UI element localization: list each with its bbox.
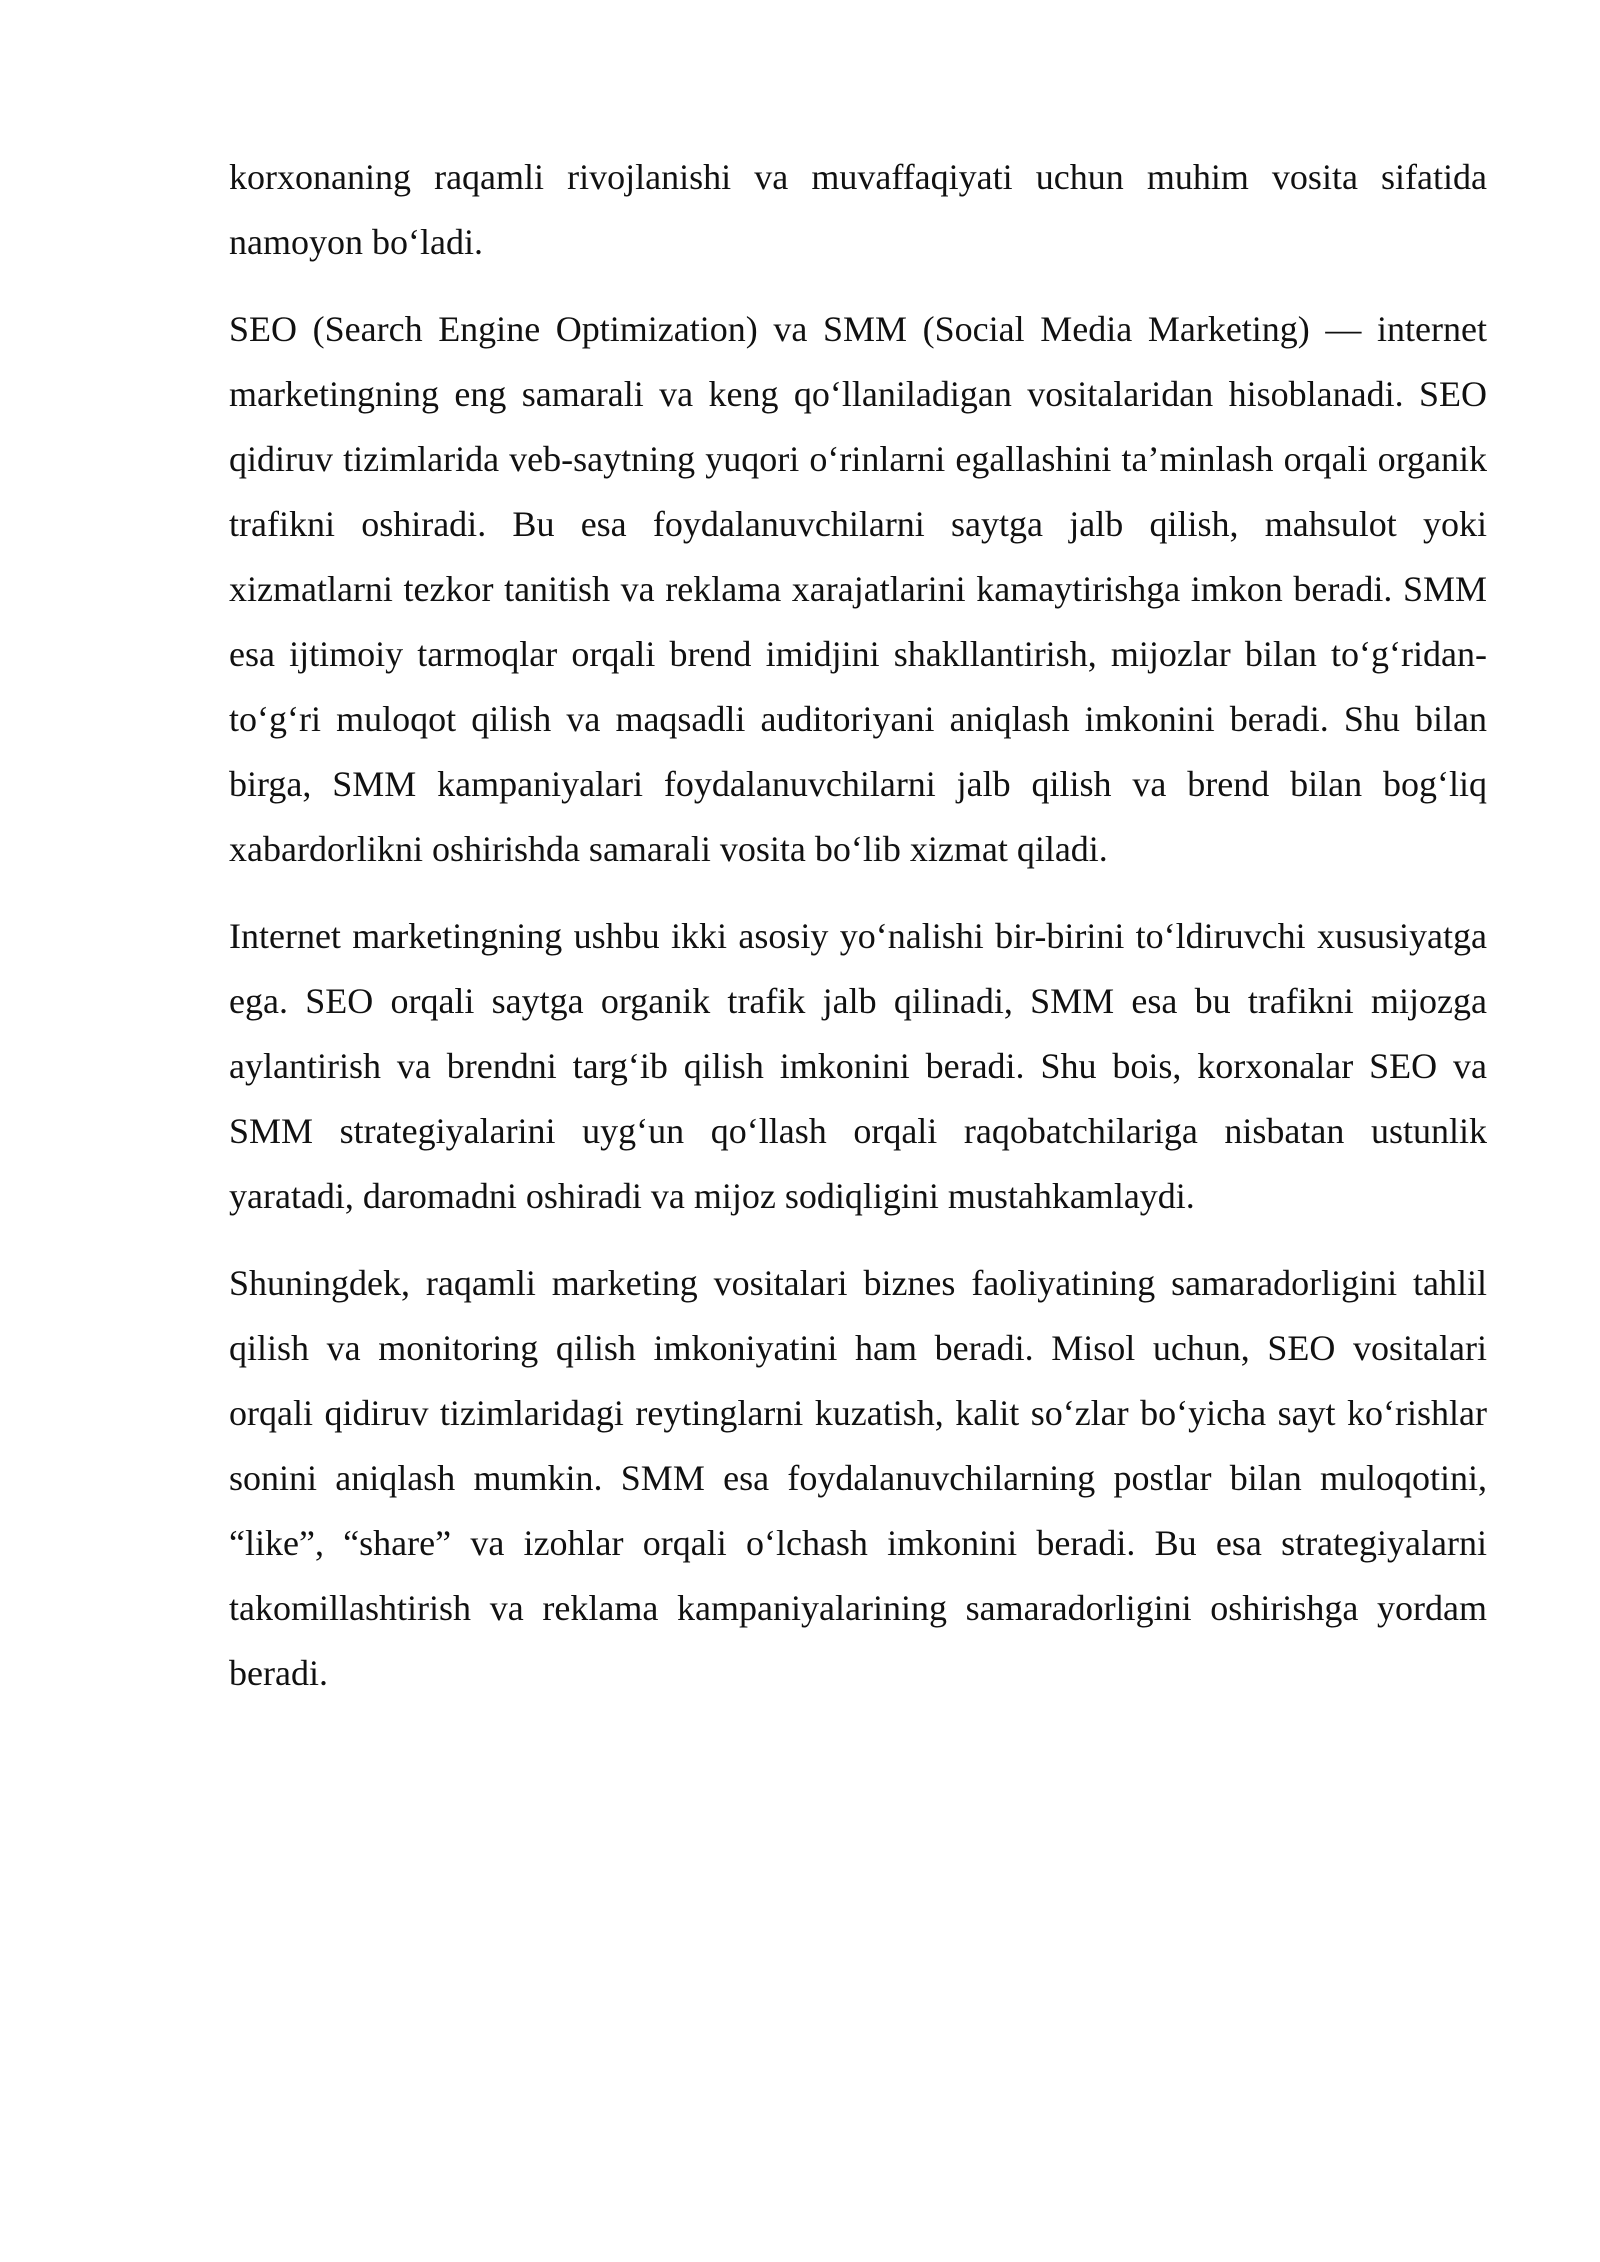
document-body: [229, 145, 1487, 1728]
paragraph-seo-smm-overview: SEO (Search Engine Optimization) va SMM (Social Media Marketing) — internet marketingning eng samarali va keng qo‘llaniladigan vositalaridan hisoblanadi. SEO qidiruv tizimlarida veb-saytning yuqori o‘rinlarni egallashini ta’minlash orqali organik trafikni oshiradi. Bu esa foydalanuvchilarni saytga jalb qilish, mahsulot yoki xizmatlarni tezkor tanitish va reklama xarajatlarini kamaytirishga imkon beradi. SMM esa ijtimoiy tarmoqlar orqali brend imidjini shakllantirish, mijozlar bilan to‘g‘ridan-to‘g‘ri muloqot qilish va maqsadli auditoriyani aniqlash imkonini beradi. Shu bilan birga, SMM kampaniyalari foydalanuvchilarni jalb qilish va brend bilan bog‘liq xabardorlikni oshirishda samarali vosita bo‘lib xizmat qiladi.: [229, 309, 1487, 869]
paragraph-continuation: korxonaning raqamli rivojlanishi va muvaffaqiyati uchun muhim vosita sifatida namoyon bo‘ladi.: [229, 157, 1487, 262]
paragraph-complementary-directions: Internet marketingning ushbu ikki asosiy yo‘nalishi bir-birini to‘ldiruvchi xususiyatga ega. SEO orqali saytga organik trafik jalb qilinadi, SMM esa bu trafikni mijozga aylantirish va brendni targ‘ib qilish imkonini beradi. Shu bois, korxonalar SEO va SMM strategiyalarini uyg‘un qo‘llash orqali raqobatchilariga nisbatan ustunlik yaratadi, daromadni oshiradi va mijoz sodiqligini mustahkamlaydi.: [229, 916, 1487, 1216]
paragraph-analytics-monitoring: Shuningdek, raqamli marketing vositalari biznes faoliyatining samaradorligini tahlil qilish va monitoring qilish imkoniyatini ham beradi. Misol uchun, SEO vositalari orqali qidiruv tizimlaridagi reytinglarni kuzatish, kalit so‘zlar bo‘yicha sayt ko‘rishlar sonini aniqlash mumkin. SMM esa foydalanuvchilarning postlar bilan muloqotini, “like”, “share” va izohlar orqali o‘lchash imkonini beradi. Bu esa strategiyalarni takomillashtirish va reklama kampaniyalarining samaradorligini oshirishga yordam beradi.: [229, 1263, 1487, 1693]
